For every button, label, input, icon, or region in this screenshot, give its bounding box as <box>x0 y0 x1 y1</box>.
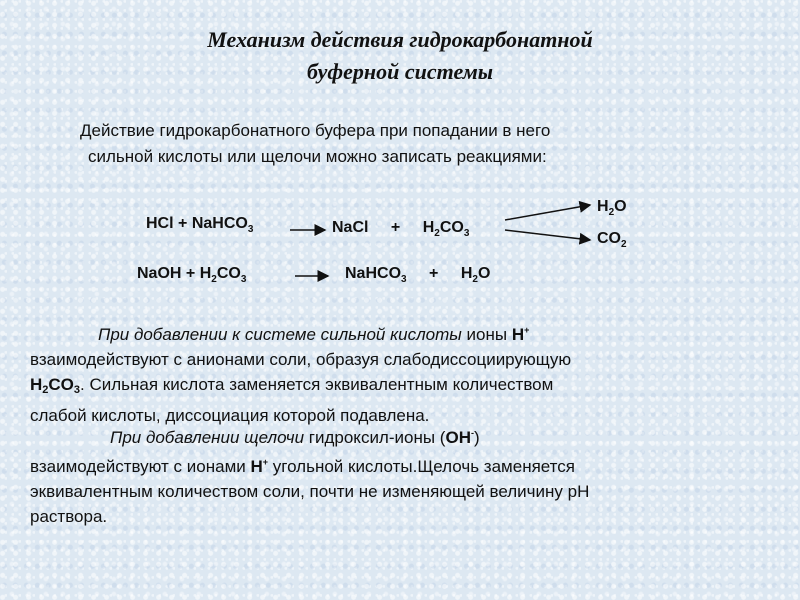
paragraph-acid <box>30 318 775 428</box>
para1-line-2: взаимодействуют с анионами соли, образуя слабодиссоциирующую <box>30 350 572 369</box>
nahco3-subscript-2: 3 <box>401 274 407 285</box>
nacl-formula: NaCl <box>332 219 369 236</box>
h2co3-inline <box>30 375 80 394</box>
para1-text-c: . Сильная кислота заменяется эквивалентным количеством <box>80 375 554 394</box>
h2o-h: H <box>597 198 609 215</box>
h2co3-co-2: CO <box>216 265 241 282</box>
h-ion-symbol: H <box>511 325 525 344</box>
para2-line-1 <box>30 421 775 450</box>
nahco3-subscript: 3 <box>247 224 254 235</box>
slide-title-line-1: Механизм действия гидрокарбонатной <box>207 27 593 52</box>
h2co3-sub-1b: 2 <box>211 274 217 285</box>
nahco3-base: NaHCO <box>191 215 248 232</box>
plus-sign: + <box>178 215 188 232</box>
intro-line-2: сильной кислоты или щелочи можно записать реакциями: <box>88 147 547 166</box>
para1-text-a: ионы <box>461 325 512 344</box>
h2co3-co: CO <box>439 219 464 236</box>
oh-ion-symbol: OH <box>445 428 471 447</box>
para2-text-d: угольной кислоты.Щелочь заменяется <box>268 457 575 476</box>
h2co3-inline-co: CO <box>48 375 74 394</box>
naoh-formula: NaOH <box>137 265 182 282</box>
para2-line-2 <box>30 450 775 479</box>
h2co3-h-2: H <box>199 265 212 282</box>
para1-line-4: слабой кислоты, диссоциация которой подавлена. <box>30 406 430 425</box>
para2-line-4: раствора. <box>30 507 108 526</box>
para1-line-3 <box>30 372 775 403</box>
h-ion-2 <box>250 457 268 476</box>
h2o-sub-2: 2 <box>472 274 478 285</box>
h2co3-inline-h: H <box>30 375 43 394</box>
nahco3-base-2: NaHCO <box>345 265 402 282</box>
para2-text-b: ) <box>473 428 480 447</box>
para2-italic: При добавлении щелочи <box>110 428 305 447</box>
oh-ion-charge: - <box>470 428 474 438</box>
h2o-h-2: H <box>460 265 473 282</box>
h2o-sub: 2 <box>608 207 615 218</box>
para1-line-1 <box>30 318 775 347</box>
h2co3-h: H <box>422 219 435 236</box>
plus-sign-4: + <box>429 265 439 282</box>
hcl-formula: HCl <box>146 215 174 232</box>
h-ion-2-symbol: H <box>250 457 263 476</box>
co2-co: CO <box>597 230 621 247</box>
co2-sub: 2 <box>621 239 627 250</box>
para2-text-c: взаимодействуют с ионами <box>30 457 251 476</box>
h2co3-sub-1: 2 <box>434 228 440 239</box>
h2o-o-2: O <box>477 265 491 282</box>
intro-line-1: Действие гидрокарбонатного буфера при попадании в него <box>80 121 551 140</box>
slide-title-line-2: буферной системы <box>306 59 494 84</box>
h2co3-inline-sub1: 2 <box>42 384 49 396</box>
h-ion <box>512 325 530 344</box>
plus-sign-2: + <box>390 219 401 236</box>
h2o-o: O <box>614 198 627 215</box>
h2co3-inline-sub2: 3 <box>73 384 81 396</box>
h2co3-sub-2b: 3 <box>240 274 247 285</box>
h2co3-sub-2: 3 <box>463 228 470 239</box>
para1-italic: При добавлении к системе сильной кислоты <box>98 325 462 344</box>
paragraph-alkali <box>30 421 775 529</box>
h-ion-2-charge: + <box>262 457 269 467</box>
oh-ion <box>445 428 474 447</box>
arrow-to-h2o <box>505 205 590 220</box>
h-ion-charge: + <box>524 325 530 335</box>
plus-sign-3: + <box>185 265 196 282</box>
para2-line-3: эквивалентным количеством соли, почти не изменяющей величину рН <box>30 482 590 501</box>
para2-text-a: гидроксил-ионы ( <box>304 428 446 447</box>
arrow-to-co2 <box>505 230 590 240</box>
